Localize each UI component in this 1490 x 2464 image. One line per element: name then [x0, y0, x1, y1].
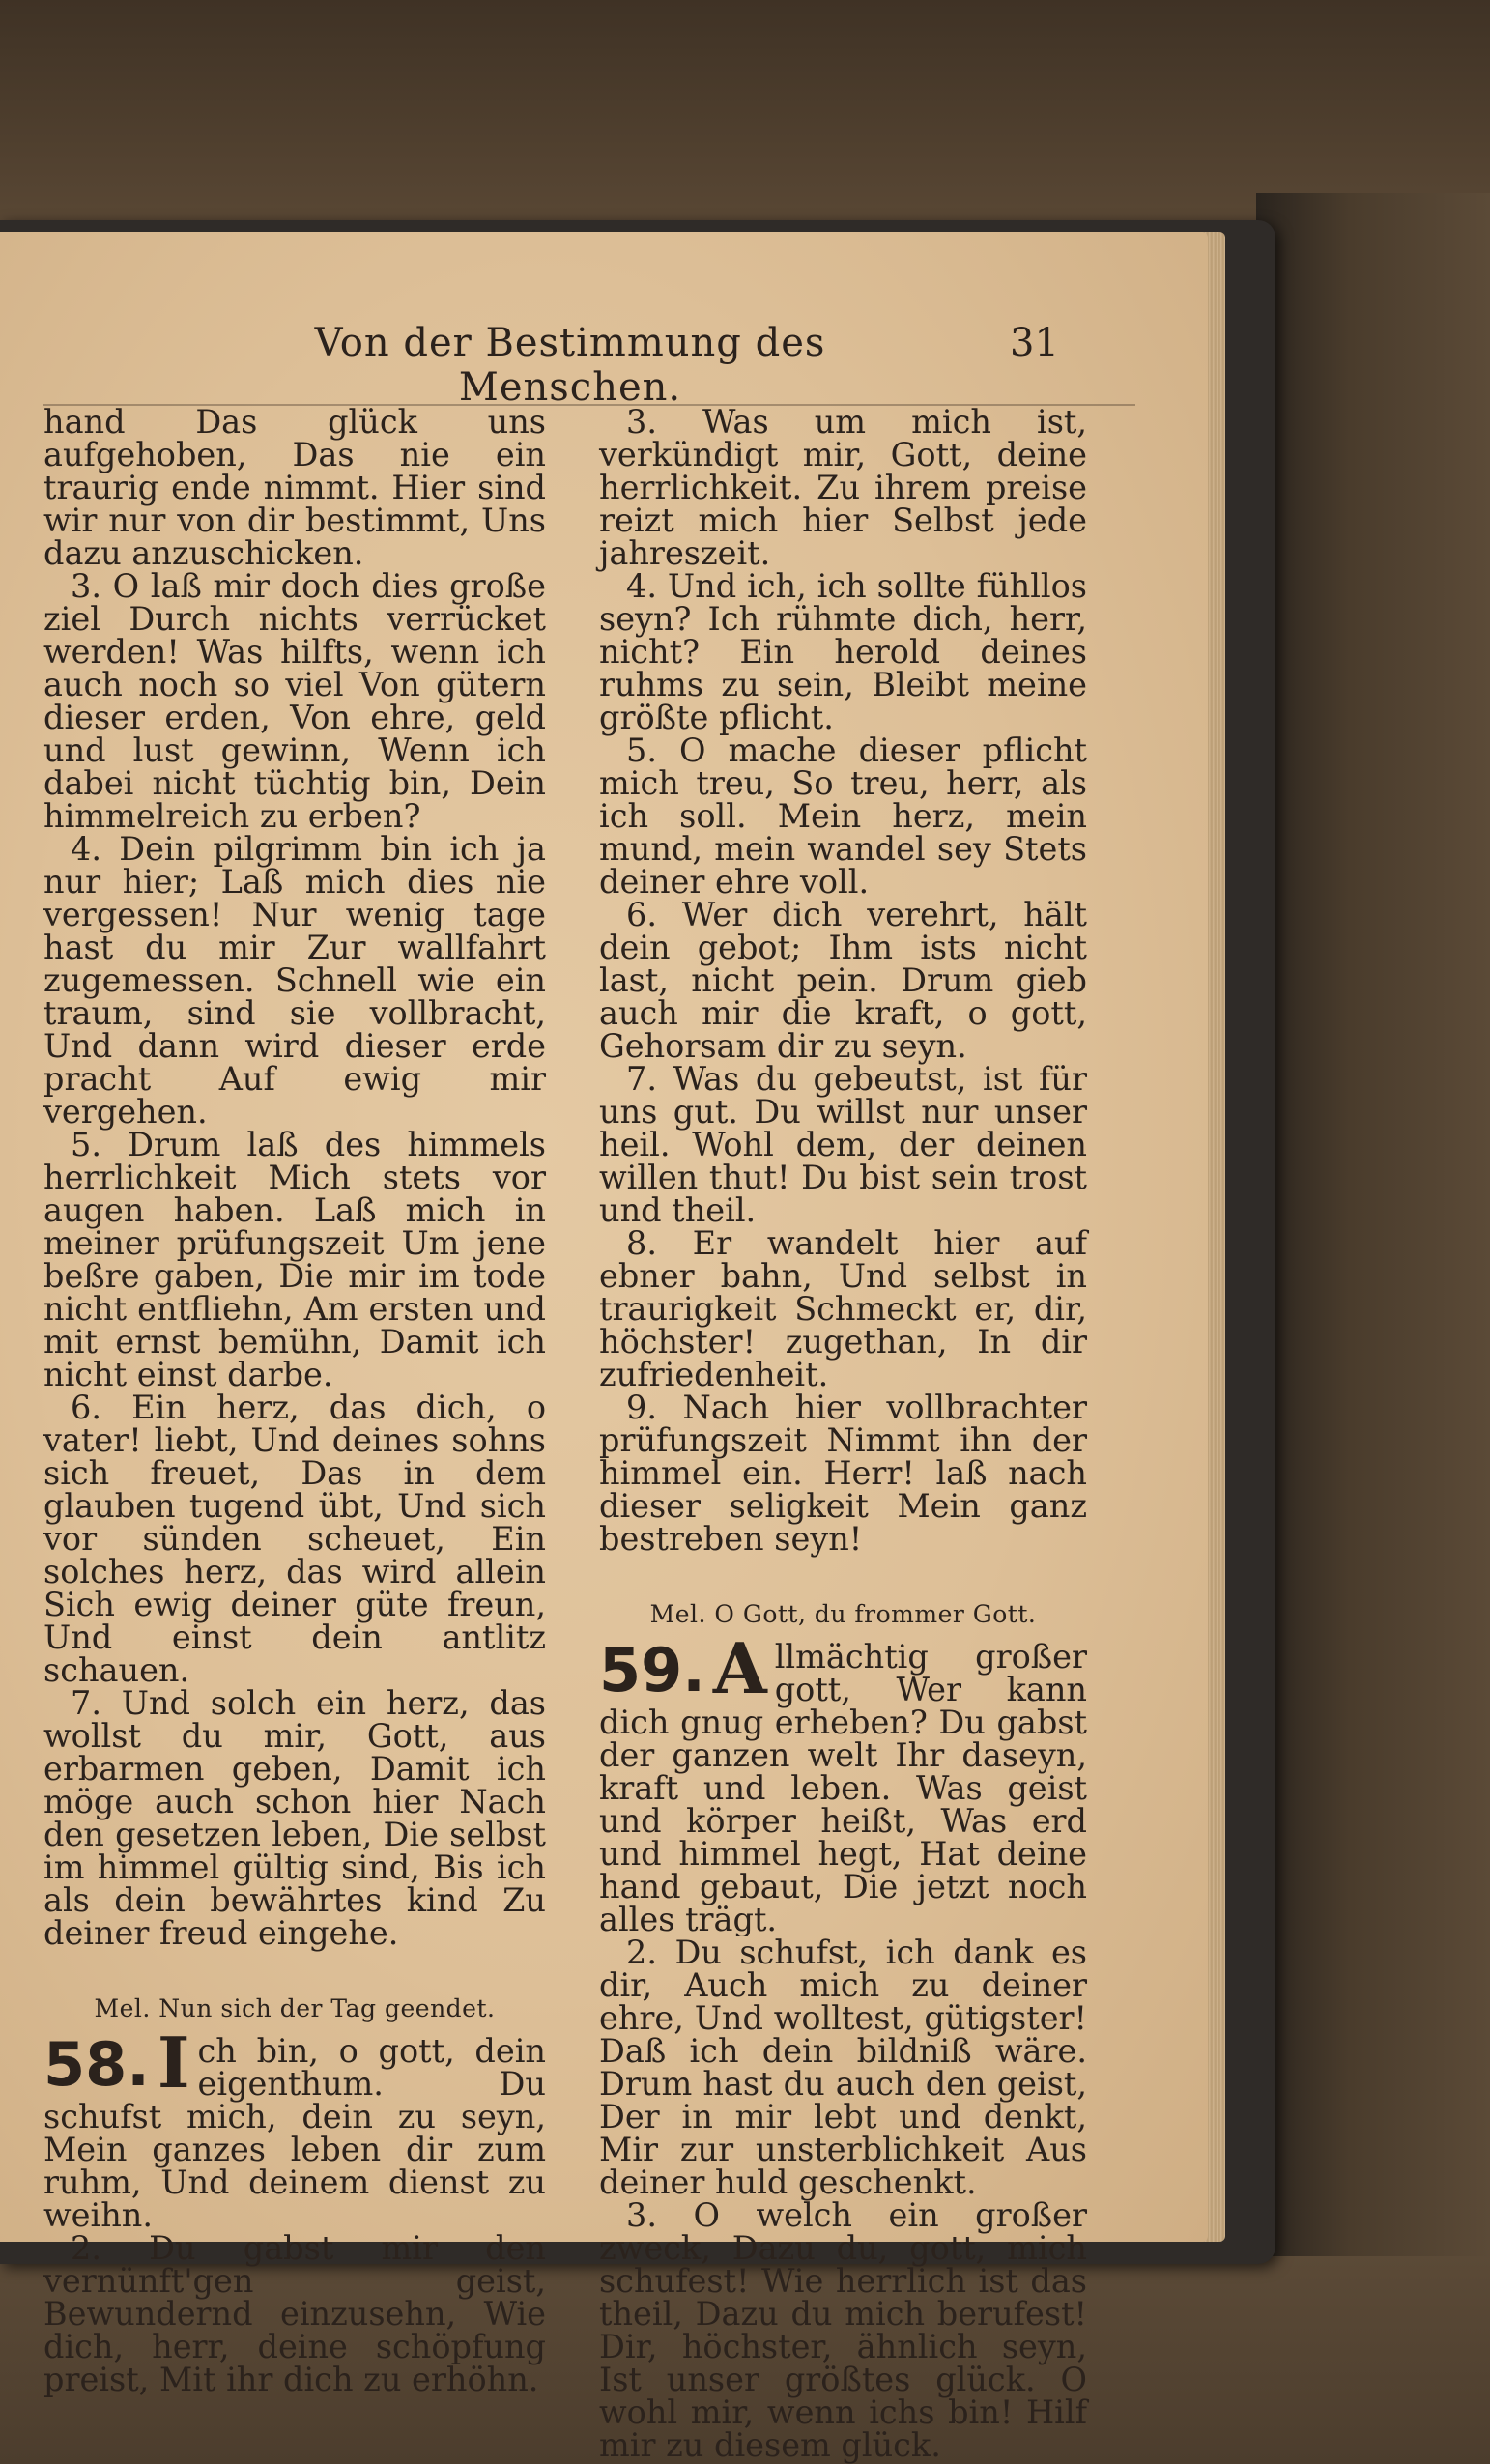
hymn59-number: 59.	[599, 1641, 705, 1705]
hymn59-stanza-3: 3. O welch ein großer zweck, Dazu du, gott, mich schufest! Wie herrlich ist das theil, Dazu du mich berufest! Dir, höchster, ähnlich seyn, Ist unser größtes glück. O wohl mir, wenn ichs bin! Hilf mir zu diesem glück.	[599, 2196, 1087, 2464]
hymn58-stanza-4: 4. Und ich, ich sollte fühllos seyn? Ich rühmte dich, herr, nicht? Ein herold deines ruhms zu sein, Bleibt meine größte pflicht.	[599, 567, 1087, 736]
hymn57-stanza-7: 7. Und solch ein herz, das wollst du mir, Gott, aus erbarmen geben, Damit ich möge auch schon hier Nach den gesetzen leben, Die selbst im himmel gültig sind, Bis ich als dein bewährtes kind Zu deiner freud eingehe.	[43, 1684, 546, 1952]
hymn59-first-stanza: llmächtig großer gott, Wer kann dich gnug erheben? Du gabst der ganzen welt Ihr daseyn, kraft und leben. Was geist und körper heißt, Was erd und himmel hegt, Hat deine hand gebaut, Die jetzt noch alles trägt.	[599, 1641, 1087, 1936]
hymn58-stanza-8: 8. Er wandelt hier auf ebner bahn, Und selbst in traurigkeit Schmeckt er, dir, höchster! zugethan, In dir zufriedenheit.	[599, 1224, 1087, 1393]
hymn58-number: 58.	[43, 2035, 150, 2100]
hymn57-stanza-6: 6. Ein herz, das dich, o vater! liebt, Und deines sohns sich freuet, Das in dem glauben tugend übt, Und sich vor sünden scheuet, Ein solches herz, das wird allein Sich ewig deiner güte freun, Und einst dein antlitz schauen.	[43, 1389, 546, 1689]
hymn59-stanza-2: 2. Du schufst, ich dank es dir, Auch mich zu deiner ehre, Und wolltest, gütigster! Daß ich dein bildniß wäre. Drum hast du auch den geist, Der in mir lebt und denkt, Mir zur unsterblichkeit Aus deiner huld geschenkt.	[599, 1934, 1087, 2201]
hymn57-text: hand Das glück uns aufgehoben, Das nie ein traurig ende nimmt. Hier sind wir nur von dir bestimmt, Uns dazu anzuschicken.	[43, 403, 546, 572]
hymn57-stanza-5: 5. Drum laß des himmels herrlichkeit Mich stets vor augen haben. Laß mich in meiner prüfungszeit Um jene beßre gaben, Die mir im tode nicht entfliehn, Am ersten und mit ernst bemühn, Damit ich nicht einst darbe.	[43, 1126, 546, 1393]
right-column	[599, 403, 1087, 2464]
page-number: 31	[1010, 321, 1059, 365]
hymn58-stanza-3: 3. Was um mich ist, verkündigt mir, Gott, deine herrlichkeit. Zu ihrem preise reizt mich hier Selbst jede jahreszeit.	[599, 403, 1087, 572]
hymn58-start	[43, 2035, 546, 2232]
hymn59-drop-cap: A	[712, 1641, 767, 1709]
left-column	[43, 403, 546, 2398]
hymn58-melody: Mel. Nun sich der Tag geendet.	[94, 1994, 496, 2022]
hymn57-stanza-3: 3. O laß mir doch dies große ziel Durch nichts verrücket werden! Was hilfts, wenn ich auch noch so viel Von gütern dieser erden, Von ehre, geld und lust gewinn, Wenn ich dabei nicht tüchtig bin, Dein himmelreich zu erben?	[43, 567, 546, 835]
book-page	[0, 232, 1208, 2464]
hymn58-stanza-6: 6. Wer dich verehrt, hält dein gebot; Ihm ists nicht last, nicht pein. Drum gieb auch mir die kraft, o gott, Gehorsam dir zu seyn.	[599, 896, 1087, 1065]
hymn57-stanza-4: 4. Dein pilgrimm bin ich ja nur hier; Laß mich dies nie vergessen! Nur wenig tage hast du mir Zur wallfahrt zugemessen. Schnell wie ein traum, sind sie vollbracht, Und dann wird dieser erde pracht Auf ewig mir vergehen.	[43, 830, 546, 1131]
hymn58-stanza-9: 9. Nach hier vollbrachter prüfungszeit Nimmt ihn der himmel ein. Herr! laß nach dieser seligkeit Mein ganz bestreben seyn!	[599, 1389, 1087, 1558]
hymn58-stanza-2: 2. Du gabst mir den vernünft'gen geist, Bewundernd einzusehn, Wie dich, herr, deine schöpfung preist, Mit ihr dich zu erhöhn.	[43, 2229, 546, 2398]
hymn59-melody: Mel. O Gott, du frommer Gott.	[649, 1600, 1037, 1628]
hymn58-stanza-5: 5. O mache dieser pflicht mich treu, So treu, herr, als ich soll. Mein herz, mein mund, mein wandel sey Stets deiner ehre voll.	[599, 731, 1087, 901]
running-head	[0, 321, 1208, 410]
hymn58-first-stanza: ch bin, o gott, dein eigenthum. Du schufst mich, dein zu seyn, Mein ganzes leben dir zum ruhm, Und deinem dienst zu weihn.	[43, 2035, 546, 2232]
hymn58-stanza-7: 7. Was du gebeutst, ist für uns gut. Du willst nur unser heil. Wohl dem, der deinen willen thut! Du bist sein trost und theil.	[599, 1060, 1087, 1229]
hymn59-start	[599, 1641, 1087, 1936]
running-title: Von der Bestimmung des Menschen.	[314, 321, 826, 410]
background-right	[1256, 193, 1490, 2464]
hymn58-drop-cap: I	[157, 2035, 190, 2104]
